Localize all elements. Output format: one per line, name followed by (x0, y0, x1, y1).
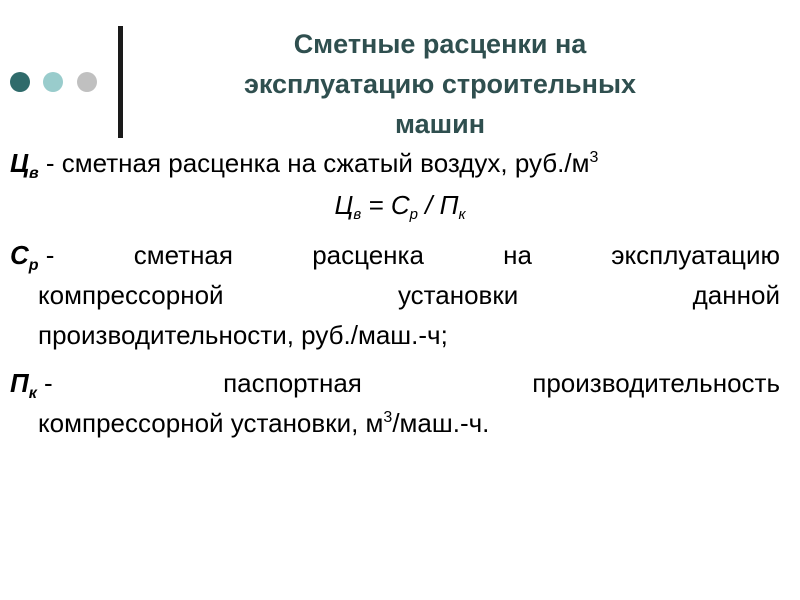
symbol-cr-subscript: р (28, 257, 39, 274)
formula-lhs-subscript: в (353, 206, 362, 223)
definition-cr-row-3: производительности, руб./маш.-ч; (38, 320, 448, 350)
definition-cv-text: - сметная расценка на сжатый воздух, руб./м (38, 148, 590, 178)
formula-equals: = (361, 190, 391, 220)
formula-b-subscript: к (458, 206, 466, 223)
definition-cr-word: расценка (312, 240, 424, 270)
decor-dot-light (43, 72, 63, 92)
symbol-pk: П (10, 368, 29, 398)
formula-a-subscript: р (409, 206, 418, 223)
formula-divide: / (417, 190, 440, 220)
formula (0, 186, 800, 229)
symbol-cr: С (10, 240, 29, 270)
definition-cr-symbol-group (10, 236, 54, 279)
slide-title (140, 24, 740, 144)
definition-cv (10, 144, 790, 187)
symbol-c-subscript: в (28, 165, 39, 182)
definition-pk-row-1 (10, 364, 780, 407)
decor-vertical-bar (118, 26, 123, 138)
formula-b: П (439, 190, 459, 220)
definition-pk-symbol-group (10, 364, 53, 407)
definition-cr-row-1 (10, 236, 780, 279)
title-line-2: эксплуатацию строительных (243, 69, 637, 99)
definition-pk-word: производительность (532, 368, 780, 398)
definition-cr-word: на (503, 240, 532, 270)
definition-cr-word: сметная (133, 240, 233, 270)
definition-cr-row-2 (38, 276, 780, 314)
definition-pk-word: паспортная (223, 368, 362, 398)
symbol-c: Ц (10, 148, 29, 178)
definition-cr-word: установки (397, 280, 519, 310)
definition-pk-row-2 (38, 404, 489, 447)
formula-lhs: Ц (334, 190, 354, 220)
symbol-pk-subscript: к (28, 385, 37, 402)
definition-cr-word: эксплуатацию (611, 240, 780, 270)
definition-pk-dash: - (44, 368, 53, 398)
definition-cv-superscript: 3 (589, 149, 599, 166)
definition-cr-dash: - (45, 240, 55, 270)
definition-pk-superscript: 3 (383, 409, 393, 426)
decor-dot-gray (77, 72, 97, 92)
formula-a: С (390, 190, 410, 220)
definition-cr-word: компрессорной (38, 280, 224, 310)
definition-cr-word: данной (692, 280, 780, 310)
decor-dot-dark (10, 72, 30, 92)
title-line-1: Сметные расценки на (293, 29, 587, 59)
definition-pk-text-a: компрессорной установки, м (38, 408, 384, 438)
title-line-3: машин (394, 109, 486, 139)
definition-pk-text-b: /маш.-ч. (392, 408, 490, 438)
